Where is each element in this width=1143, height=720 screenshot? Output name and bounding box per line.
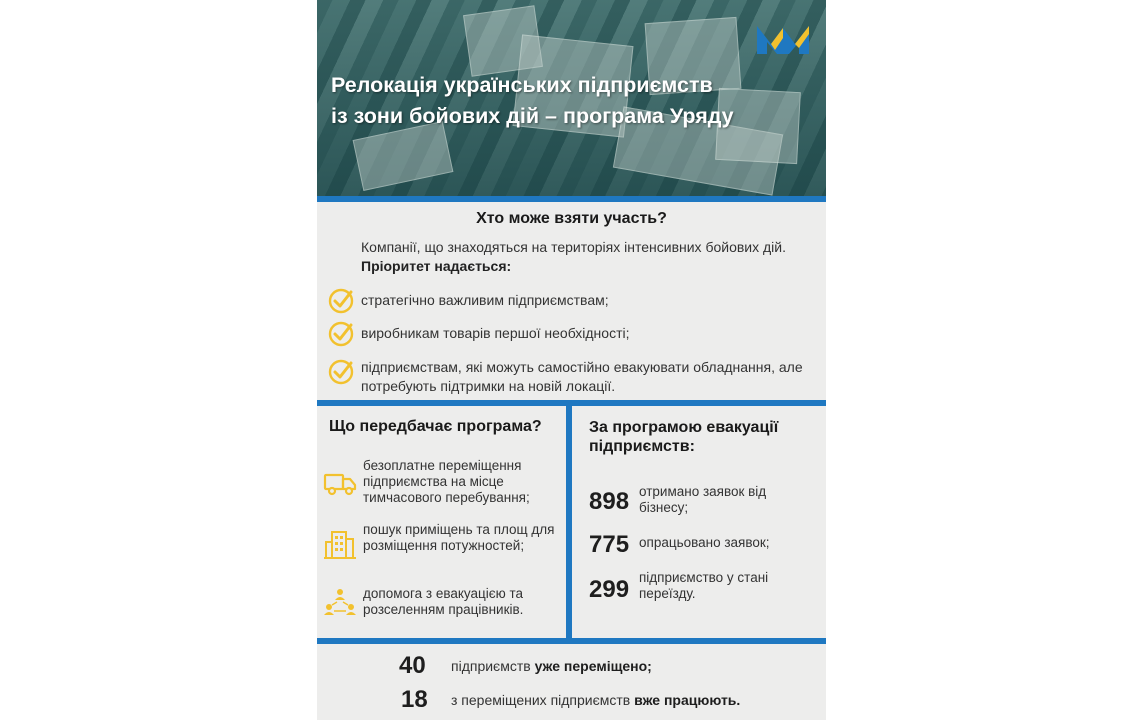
- hero-photo: [317, 0, 826, 196]
- stat-number: 299: [589, 576, 630, 603]
- stat-text: підприємство у стані переїзду.: [639, 570, 769, 601]
- stat-text: отримано заявок від бізнесу;: [639, 484, 767, 515]
- truck-icon: [323, 466, 357, 500]
- summary-row: [317, 652, 826, 684]
- who-intro-bold: Пріоритет надається:: [361, 258, 512, 274]
- title-line-2: із зони бойових дій – програма Уряду: [331, 104, 734, 128]
- divider-bar-top: [317, 196, 826, 202]
- check-circle-icon: [327, 320, 355, 348]
- summary-text: [451, 692, 740, 708]
- program-item-text: безоплатне переміщення підприємства на місце тимчасового перебування;: [363, 458, 530, 505]
- who-item-text: виробникам товарів першої необхідності;: [361, 325, 630, 341]
- stat-number: 775: [589, 531, 630, 558]
- program-title: Що передбачає програма?: [329, 418, 542, 435]
- infographic-poster: [317, 0, 826, 720]
- building-icon: [323, 528, 357, 562]
- page-title: [331, 70, 801, 132]
- column-divider: [566, 404, 572, 639]
- ministry-logo-icon: [753, 14, 813, 62]
- who-item-text: підприємствам, які можуть самостійно евакуювати обладнання, але потребують підтримки на новій локації.: [361, 359, 803, 394]
- stats-title: За програмою евакуації підприємств:: [589, 419, 779, 455]
- who-intro: [361, 238, 801, 276]
- divider-bar-bottom: [317, 638, 826, 644]
- summary-text: [451, 658, 652, 674]
- who-intro-text: Компанії, що знаходяться на територіях інтенсивних бойових дій.: [361, 239, 786, 255]
- title-line-1: Релокація українських підприємств: [331, 73, 713, 97]
- check-circle-icon: [327, 287, 355, 315]
- stat-number: 898: [589, 488, 630, 515]
- program-item-text: допомога з евакуацією та розселенням працівників.: [363, 586, 524, 617]
- who-item-text: стратегічно важливим підприємствам;: [361, 292, 609, 308]
- summary-text-bold: вже працюють.: [634, 692, 741, 708]
- stat-text: опрацьовано заявок;: [639, 535, 770, 550]
- summary-text-bold: уже переміщено;: [534, 658, 652, 674]
- summary-text-regular: підприємств: [451, 658, 531, 674]
- summary-number: 18: [401, 686, 428, 713]
- summary-number: 40: [399, 652, 426, 679]
- who-title: Хто може взяти участь?: [476, 210, 667, 227]
- check-circle-icon: [327, 358, 355, 386]
- program-item-text: пошук приміщень та площ для розміщення потужностей;: [363, 522, 555, 553]
- summary-row: [317, 686, 826, 718]
- summary-text-regular: з переміщених підприємств: [451, 692, 631, 708]
- people-network-icon: [323, 586, 357, 620]
